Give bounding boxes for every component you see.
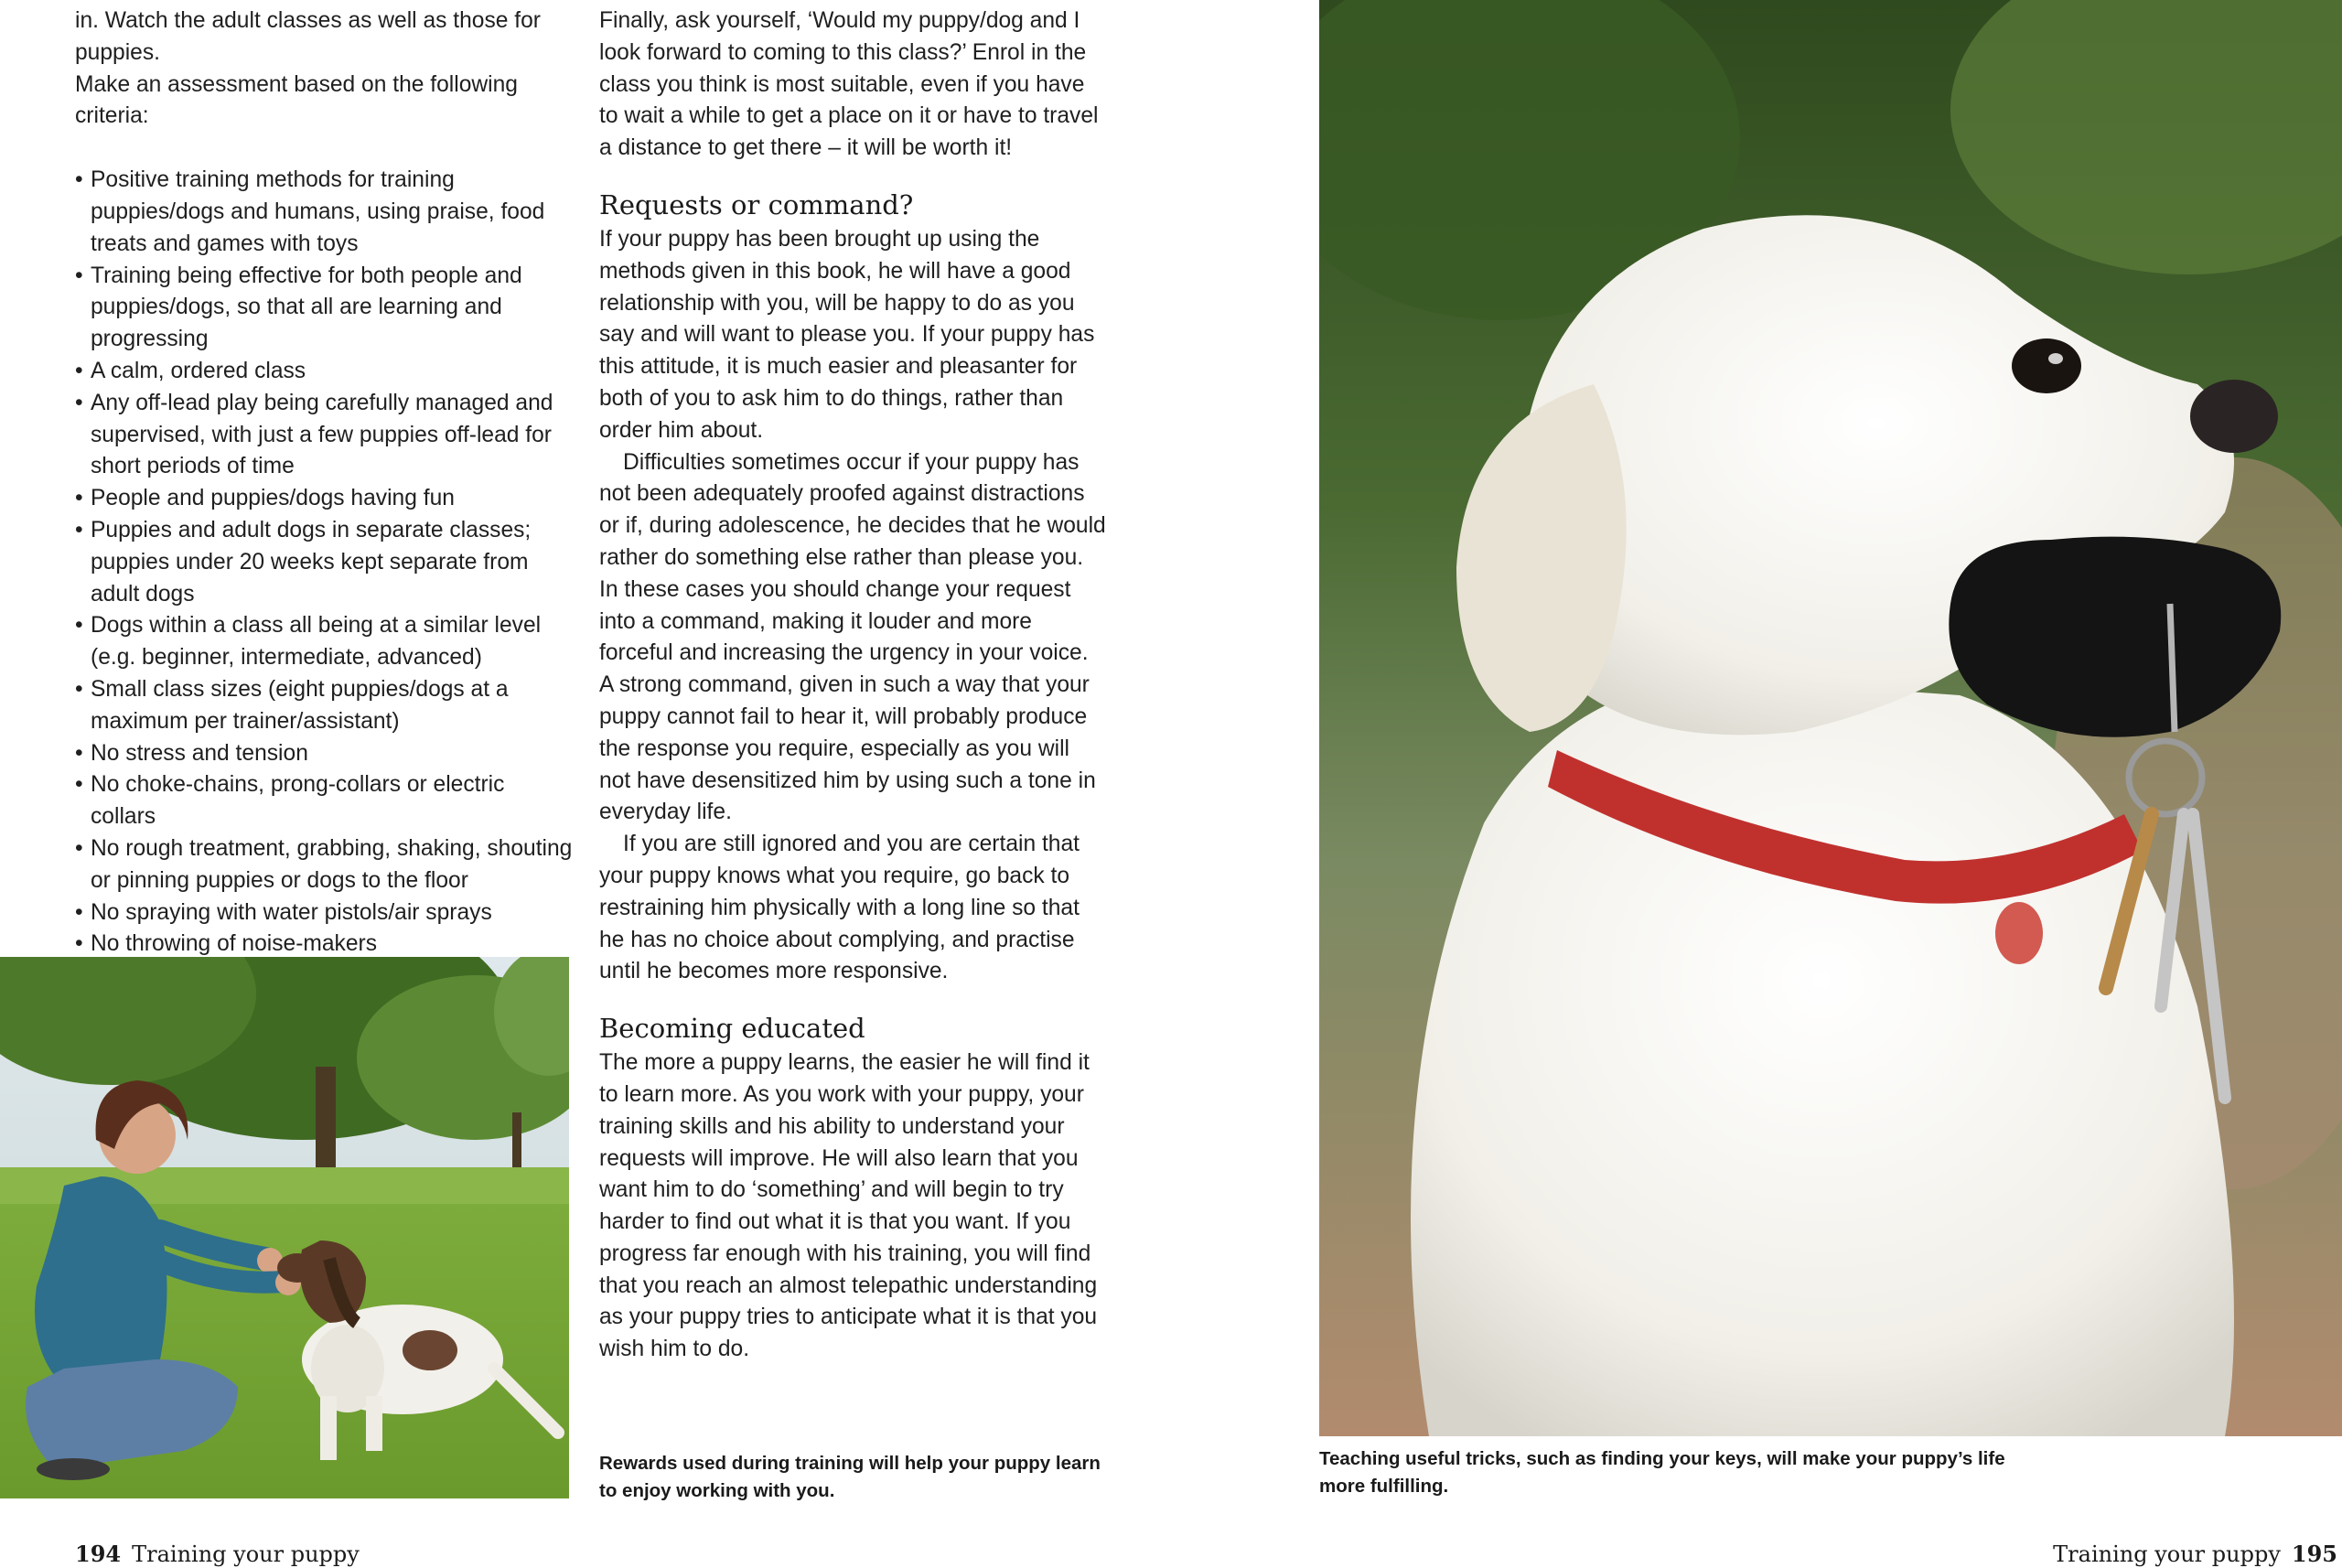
criteria-item: • No stress and tension [75, 738, 574, 770]
criteria-item: • Puppies and adult dogs in separate classes; puppies under 20 weeks kept separate from adult dogs [75, 515, 574, 610]
criteria-item: • Training being effective for both people and puppies/dogs, so that all are learning and progressing [75, 261, 574, 356]
intro-line-2: Make an assessment based on the following criteria: [75, 71, 518, 129]
photo-puppy-with-keys [1319, 0, 2342, 1436]
criteria-list [75, 165, 574, 993]
criteria-item: • People and puppies/dogs having fun [75, 483, 574, 515]
criteria-item: • No throwing of noise-makers [75, 929, 574, 961]
photo-woman-with-puppy [0, 957, 569, 1498]
running-title-right: Training your puppy [2053, 1541, 2281, 1567]
middle-text-column [599, 5, 1107, 1366]
criteria-item: • No spraying with water pistols/air sprays [75, 897, 574, 929]
section-heading-educated: Becoming educated [599, 1013, 865, 1045]
criteria-item: • Positive training methods for training puppies/dogs and humans, using praise, food treats and games with toys [75, 165, 574, 260]
criteria-item: • No rough treatment, grabbing, shaking, shouting or pinning puppies or dogs to the floor [75, 833, 574, 897]
folio-right [2053, 1541, 2337, 1568]
criteria-item: • Any off-lead play being carefully managed and supervised, with just a few puppies off-lead for short periods of time [75, 388, 574, 483]
photo-woman-with-puppy-illustration [0, 957, 569, 1498]
page-number-left: 194 [75, 1541, 122, 1567]
criteria-item: • Dogs within a class all being at a similar level (e.g. beginner, intermediate, advanced) [75, 610, 574, 674]
opening-paragraph: Finally, ask yourself, ‘Would my puppy/dog and I look forward to coming to this class?’ Enrol in the class you think is most suitable, even if you have to wait a while to get a place on it or have to travel a distance to get there – it will be worth it! [599, 8, 1099, 161]
folio-left [75, 1541, 360, 1568]
section-heading-requests: Requests or command? [599, 188, 914, 220]
body-paragraph: Difficulties sometimes occur if your puppy has not been adequately proofed against distractions or if, during adolescence, he decides that he would rather do something else rather than please you. In these cases you should change your request into a command, making it louder and more forceful and increasing the urgency in your voice. A strong command, given in such a way that your puppy cannot fail to hear it, will probably produce the response you require, especially as you will not have desensitized him by using such a tone in everyday life. [599, 449, 1106, 825]
photo-puppy-with-keys-illustration [1319, 0, 2342, 1436]
criteria-item: • A calm, ordered class [75, 356, 574, 388]
caption-left-photo: Rewards used during training will help your puppy learn to enjoy working with you. [599, 1453, 1101, 1501]
left-text-column [75, 5, 574, 993]
intro-line-1: in. Watch the adult classes as well as those for puppies. [75, 8, 541, 65]
caption-right-photo: Teaching useful tricks, such as finding your keys, will make your puppy’s life more fulfilling. [1319, 1448, 2005, 1497]
page-number-right: 195 [2291, 1541, 2337, 1567]
body-paragraph: If you are still ignored and you are certain that your puppy knows what you require, go back to restraining him physically with a long line so that he has no choice about complying, and practise until he becomes more responsive. [599, 832, 1080, 984]
body-paragraph: The more a puppy learns, the easier he will find it to learn more. As you work with your puppy, your training skills and his ability to understand your requests will improve. He will also learn that you want him to do ‘something’ and will begin to try harder to find out what it is that you want. If you progress far enough with his training, you will find that you reach an almost telepathic understanding as your puppy tries to anticipate what it is that you wish him to do. [599, 1050, 1098, 1362]
body-paragraph: If your puppy has been brought up using the methods given in this book, he will have a good relationship with you, will be happy to do as you say and will want to please you. If your puppy has this attitude, it is much easier and pleasanter for both of you to ask him to do things, rather than order him about. [599, 226, 1095, 443]
criteria-item: • No choke-chains, prong-collars or electric collars [75, 769, 574, 833]
running-title-left: Training your puppy [132, 1541, 360, 1567]
criteria-item: • Small class sizes (eight puppies/dogs at a maximum per trainer/assistant) [75, 674, 574, 738]
